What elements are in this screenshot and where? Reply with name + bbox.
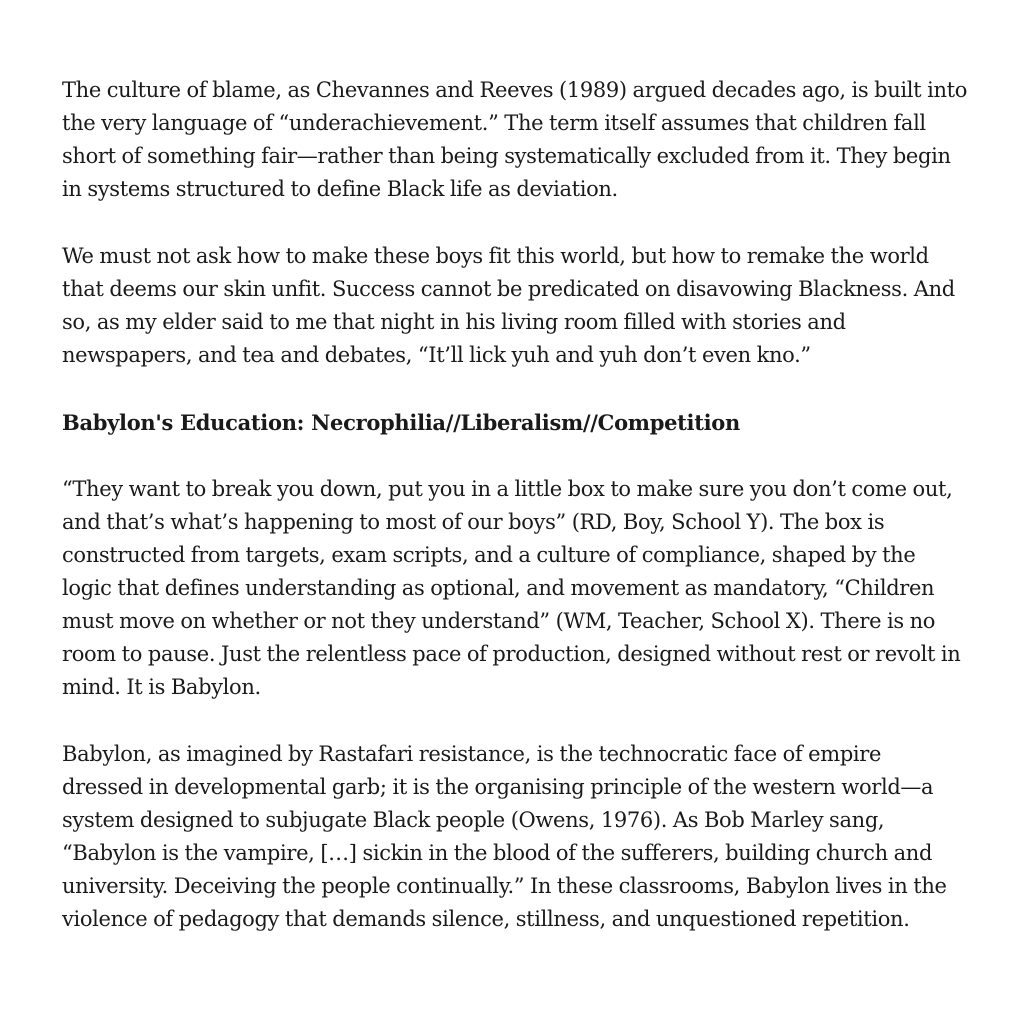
paragraph-culture-of-blame: The culture of blame, as Chevannes and Reeves (1989) argued decades ago, is built into the very language of “underachievement.” The term itself assumes that children fall short of something fair—rather than being systematically excluded from it. They begin in systems structured to define Black life as deviation. — [62, 78, 967, 201]
section-heading: Babylon's Education: Necrophilia//Liberalism//Competition — [62, 410, 740, 435]
paragraph-little-box: “They want to break you down, put you in a little box to make sure you don’t come out, and that’s what’s happening to most of our boys” (RD, Boy, School Y). The box is constructed from targets, exam scripts, and a culture of compliance, shaped by the logic that defines understanding as optional, and movement as mandatory, “Children must move on whether or not they understand” (WM, Teacher, School X). There is no room to pause. Just the relentless pace of production, designed without rest or revolt in mind. It is Babylon. — [62, 477, 961, 699]
article-body — [62, 74, 967, 970]
paragraph-babylon: Babylon, as imagined by Rastafari resistance, is the technocratic face of empire dressed in developmental garb; it is the organising principle of the western world—a system designed to subjugate Black people (Owens, 1976). As Bob Marley sang, “Babylon is the vampire, […] sickin in the blood of the sufferers, building church and university. Deceiving the people continually.” In these classrooms, Babylon lives in the violence of pedagogy that demands silence, stillness, and unquestioned repetition. — [62, 742, 947, 931]
paragraph-remake-the-world: We must not ask how to make these boys fit this world, but how to remake the world that deems our skin unfit. Success cannot be predicated on disavowing Blackness. And so, as my elder said to me that night in his living room filled with stories and newspapers, and tea and debates, “It’ll lick yuh and yuh don’t even kno.” — [62, 244, 955, 367]
